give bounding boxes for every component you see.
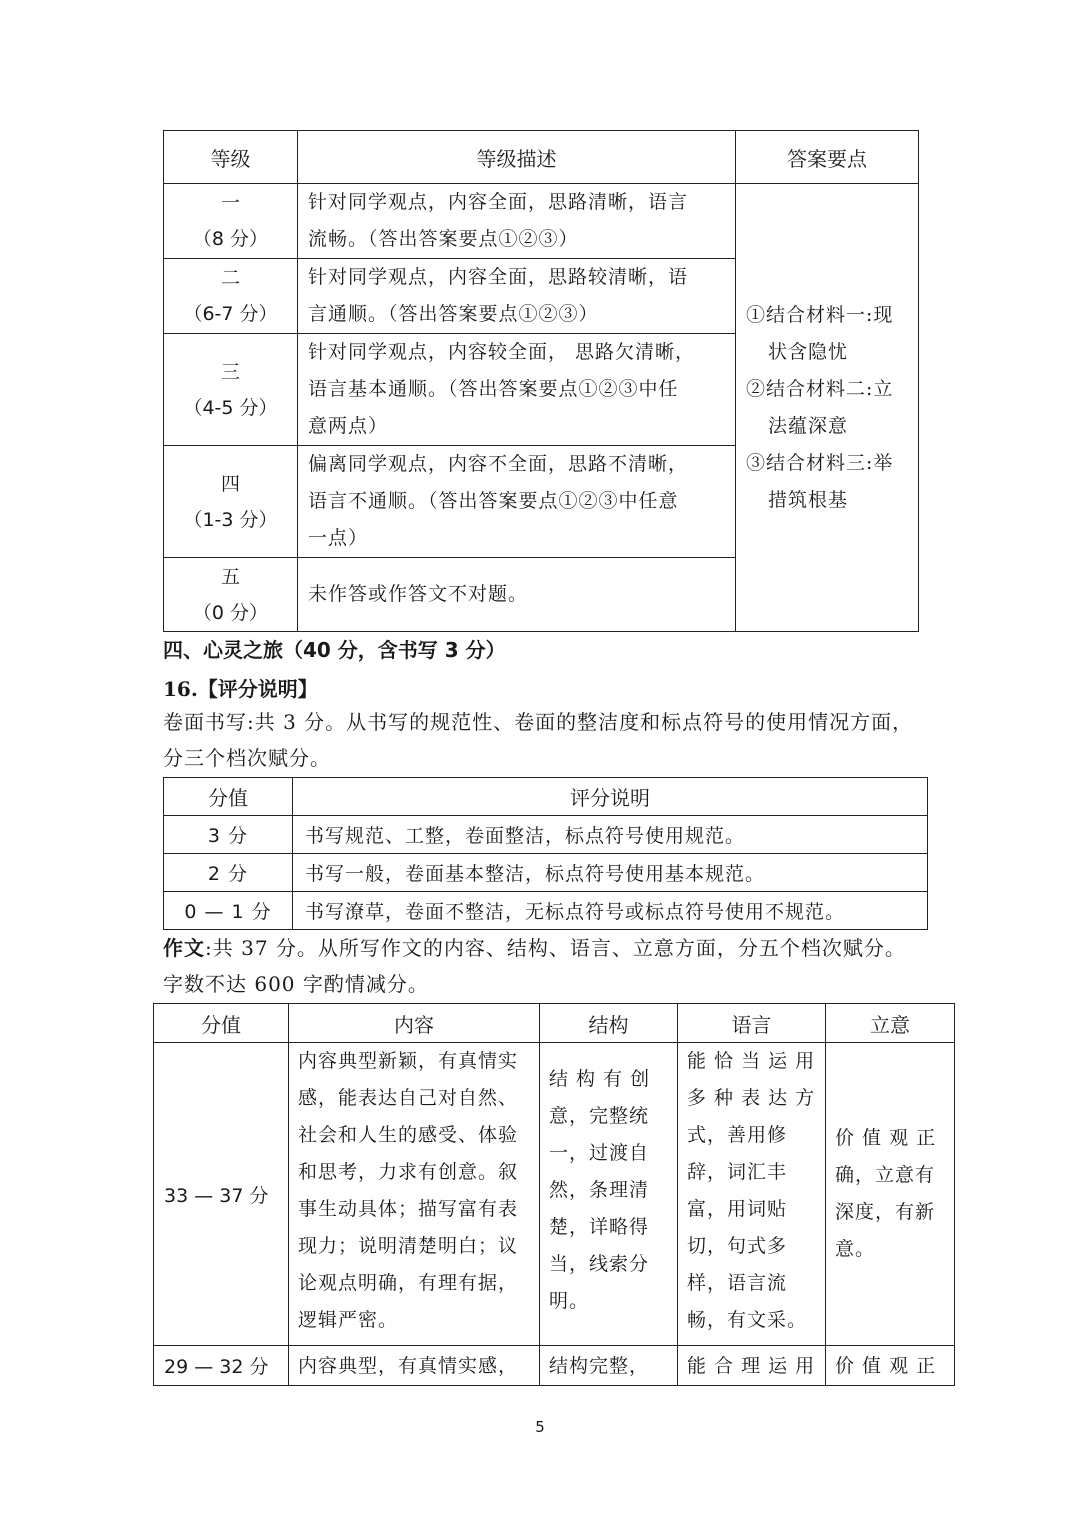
level-name: 四 (220, 472, 240, 495)
desc-line: 语言基本通顺。（答出答案要点①②③中任 (308, 378, 679, 400)
essay-score-table (153, 1003, 955, 1386)
level-cell (164, 184, 298, 259)
level-description (298, 558, 736, 632)
header-description: 等级描述 (298, 131, 736, 184)
desc-cell: 书写潦草，卷面不整洁，无标点符号或标点符号使用不规范。 (293, 892, 928, 930)
text-line: 富，用词贴 (687, 1198, 788, 1220)
text-line: 切，句式多 (687, 1235, 788, 1257)
text-line: 结 构 有 创 (549, 1068, 651, 1090)
header-score: 分值 (154, 1004, 289, 1043)
level-name: 三 (220, 360, 240, 383)
desc-cell: 书写一般，卷面基本整洁，标点符号使用基本规范。 (293, 854, 928, 892)
answer-point-cont: 措筑根基 (768, 488, 849, 511)
text-line: 式，善用修 (687, 1124, 788, 1146)
text-line: 明。 (549, 1290, 590, 1312)
level-name: 五 (220, 565, 240, 588)
text-line: 意。 (835, 1238, 876, 1260)
level-cell (164, 558, 298, 632)
structure-cell (540, 1043, 678, 1346)
handwriting-text: :共 3 分。从书写的规范性、卷面的整洁度和标点符号的使用情况方面， (247, 710, 914, 734)
essay-text: :共 37 分。从所写作文的内容、结构、语言、立意方面，分五个档次赋分。 (205, 936, 906, 960)
header-structure: 结构 (540, 1004, 678, 1043)
level-score: （1-3 分） (183, 508, 278, 531)
desc-cell: 书写规范、工整，卷面整洁，标点符号使用规范。 (293, 816, 928, 854)
answer-point-cont: 状含隐忧 (768, 340, 849, 363)
level-cell (164, 259, 298, 334)
grading-levels-table (163, 130, 919, 632)
table-row (154, 1043, 955, 1346)
text-line: 论观点明确，有理有据， (298, 1272, 519, 1294)
text-line: 感，能表达自己对自然、 (298, 1087, 519, 1109)
handwriting-score-table (163, 777, 928, 930)
essay-intro-line1 (163, 932, 906, 961)
table-row (164, 854, 928, 892)
score-cell: 33 — 37 分 (154, 1043, 289, 1346)
score-cell: 0 — 1 分 (164, 892, 293, 930)
text-line: 当，线索分 (549, 1253, 650, 1275)
level-name: 一 (220, 192, 240, 214)
question-label-text: 16.【评分说明】 (163, 677, 318, 701)
text-line: 逻辑严密。 (298, 1309, 399, 1331)
level-description (298, 334, 736, 446)
text-line: 和思考，力求有创意。叙 (298, 1161, 519, 1183)
answer-points-cell (736, 184, 919, 632)
text-line: 样，语言流 (687, 1272, 788, 1294)
table-row (164, 816, 928, 854)
handwriting-intro-line1 (163, 706, 913, 735)
answer-point: ③结合材料三:举 (746, 451, 894, 474)
desc-line: 偏离同学观点，内容不全面，思路不清晰， (308, 453, 689, 475)
theme-cell: 价 值 观 正 (826, 1346, 955, 1386)
essay-intro-line2: 字数不达 600 字酌情减分。 (163, 972, 429, 996)
text-line: 事生动具体；描写富有表 (298, 1198, 519, 1220)
desc-line: 一点） (308, 527, 369, 549)
level-description (298, 446, 736, 558)
desc-line: 语言不通顺。（答出答案要点①②③中任意 (308, 490, 679, 512)
text-line: 畅，有文采。 (687, 1309, 808, 1331)
essay-label: 作文 (163, 936, 205, 960)
table-row (154, 1346, 955, 1386)
desc-line: 言通顺。（答出答案要点①②③） (308, 303, 599, 325)
desc-line: 针对同学观点，内容全面，思路清晰，语言 (308, 191, 689, 213)
score-cell: 3 分 (164, 816, 293, 854)
text-line: 一，过渡自 (549, 1142, 650, 1164)
header-level: 等级 (164, 131, 298, 184)
header-language: 语言 (678, 1004, 826, 1043)
language-cell (678, 1043, 826, 1346)
structure-cell: 结构完整， (540, 1346, 678, 1386)
text-line: 然，条理清 (549, 1179, 650, 1201)
desc-line: 流畅。（答出答案要点①②③） (308, 228, 579, 250)
content-cell (289, 1043, 540, 1346)
text-line: 内容典型新颖，有真情实 (298, 1050, 519, 1072)
level-description (298, 259, 736, 334)
header-score: 分值 (164, 778, 293, 816)
header-description: 评分说明 (293, 778, 928, 816)
header-answer-points: 答案要点 (736, 131, 919, 184)
language-cell: 能 合 理 运 用 (678, 1346, 826, 1386)
desc-line: 未作答或作答文不对题。 (308, 583, 529, 605)
answer-point: ②结合材料二:立 (746, 377, 894, 400)
level-cell (164, 446, 298, 558)
text-line: 意，完整统 (549, 1105, 650, 1127)
desc-line: 针对同学观点，内容较全面， 思路欠清晰， (308, 341, 696, 363)
content-cell: 内容典型，有真情实感， (289, 1346, 540, 1386)
text-line: 能 恰 当 运 用 (687, 1050, 816, 1072)
text-line: 现力；说明清楚明白；议 (298, 1235, 519, 1257)
text-line: 深度，有新 (835, 1201, 936, 1223)
level-cell (164, 334, 298, 446)
text-line: 辞，词汇丰 (687, 1161, 788, 1183)
question-label (163, 673, 318, 702)
answer-point-cont: 法蕴深意 (768, 414, 849, 437)
level-name: 二 (220, 267, 240, 289)
desc-line: 针对同学观点，内容全面，思路较清晰，语 (308, 266, 689, 288)
handwriting-label: 卷面书写 (163, 710, 247, 734)
header-content: 内容 (289, 1004, 540, 1043)
answer-point: ①结合材料一:现 (746, 303, 894, 326)
table-row (164, 892, 928, 930)
level-description (298, 184, 736, 259)
text-line: 确，立意有 (835, 1164, 936, 1186)
page-number: 5 (535, 1418, 545, 1436)
desc-line: 意两点） (308, 415, 389, 437)
level-score: （8 分） (192, 228, 269, 250)
text-line: 多 种 表 达 方 (687, 1087, 816, 1109)
text-line: 楚，详略得 (549, 1216, 650, 1238)
level-score: （0 分） (192, 601, 269, 624)
score-cell: 29 — 32 分 (154, 1346, 289, 1386)
score-cell: 2 分 (164, 854, 293, 892)
level-score: （4-5 分） (183, 396, 278, 419)
text-line: 价 值 观 正 (835, 1127, 937, 1149)
section-title: 四、心灵之旅（40 分，含书写 3 分） (163, 638, 506, 662)
handwriting-intro-line2: 分三个档次赋分。 (163, 746, 331, 770)
header-theme: 立意 (826, 1004, 955, 1043)
theme-cell (826, 1043, 955, 1346)
level-score: （6-7 分） (183, 303, 278, 325)
text-line: 社会和人生的感受、体验 (298, 1124, 519, 1146)
